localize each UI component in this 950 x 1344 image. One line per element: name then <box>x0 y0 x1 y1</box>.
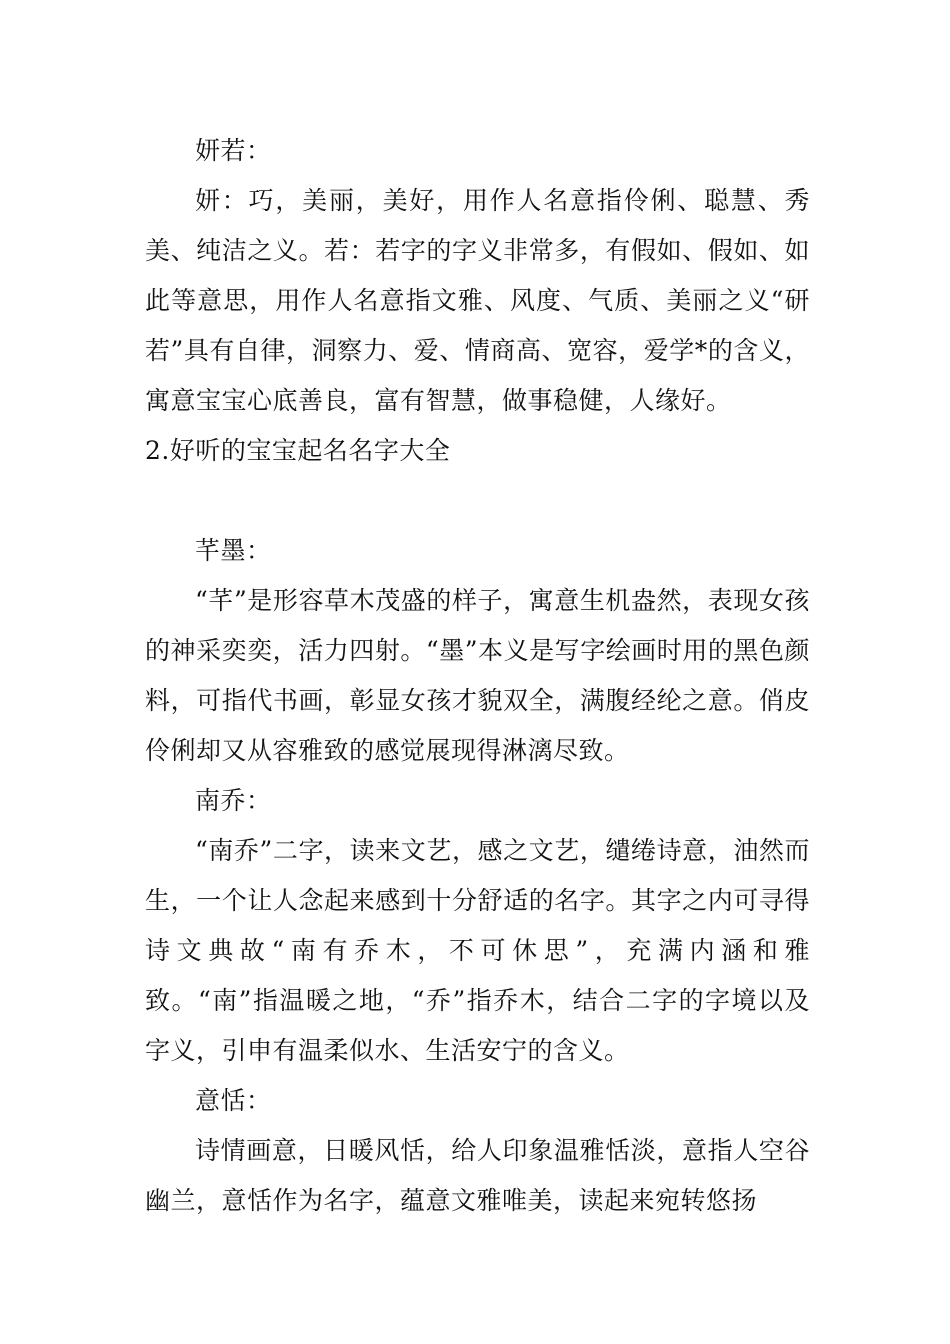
name-label-yitian: 意恬： <box>195 1086 272 1115</box>
name-label-yanruo: 妍若： <box>195 136 272 165</box>
name-label-qianmo: 芊墨： <box>195 536 272 565</box>
section-heading: 2.好听的宝宝起名名字大全 <box>145 436 451 465</box>
name-label-nanqiao: 南乔： <box>195 786 272 815</box>
name-description-nanqiao: “南乔”二字，读来文艺，感之文艺，缱绻诗意，油然而生，一个让人念起来感到十分舒适的名字。其字之内可寻得诗文典故“南有乔木，不可休思”，充满内涵和雅致。“南”指温暖之地，“乔”指乔木，结合二字的字境以及字义，引申有温柔似水、生活安宁的含义。 <box>145 836 810 1065</box>
name-description-qianmo: “芊”是形容草木茂盛的样子，寓意生机盎然，表现女孩的神采奕奕，活力四射。“墨”本义是写字绘画时用的黑色颜料，可指代书画，彰显女孩才貌双全，满腹经纶之意。俏皮伶俐却又从容雅致的感觉展现得淋漓尽致。 <box>145 586 810 765</box>
name-description-yitian: 诗情画意，日暖风恬，给人印象温雅恬淡，意指人空谷幽兰，意恬作为名字，蕴意文雅唯美，读起来宛转悠扬 <box>145 1136 810 1215</box>
name-description-yanruo: 妍：巧，美丽，美好，用作人名意指伶俐、聪慧、秀美、纯洁之义。若：若字的字义非常多，有假如、假如、如此等意思，用作人名意指文雅、风度、气质、美丽之义“研若”具有自律，洞察力、爱、情商高、宽容，爱学*的含义，寓意宝宝心底善良，富有智慧，做事稳健，人缘好。 <box>145 186 810 415</box>
